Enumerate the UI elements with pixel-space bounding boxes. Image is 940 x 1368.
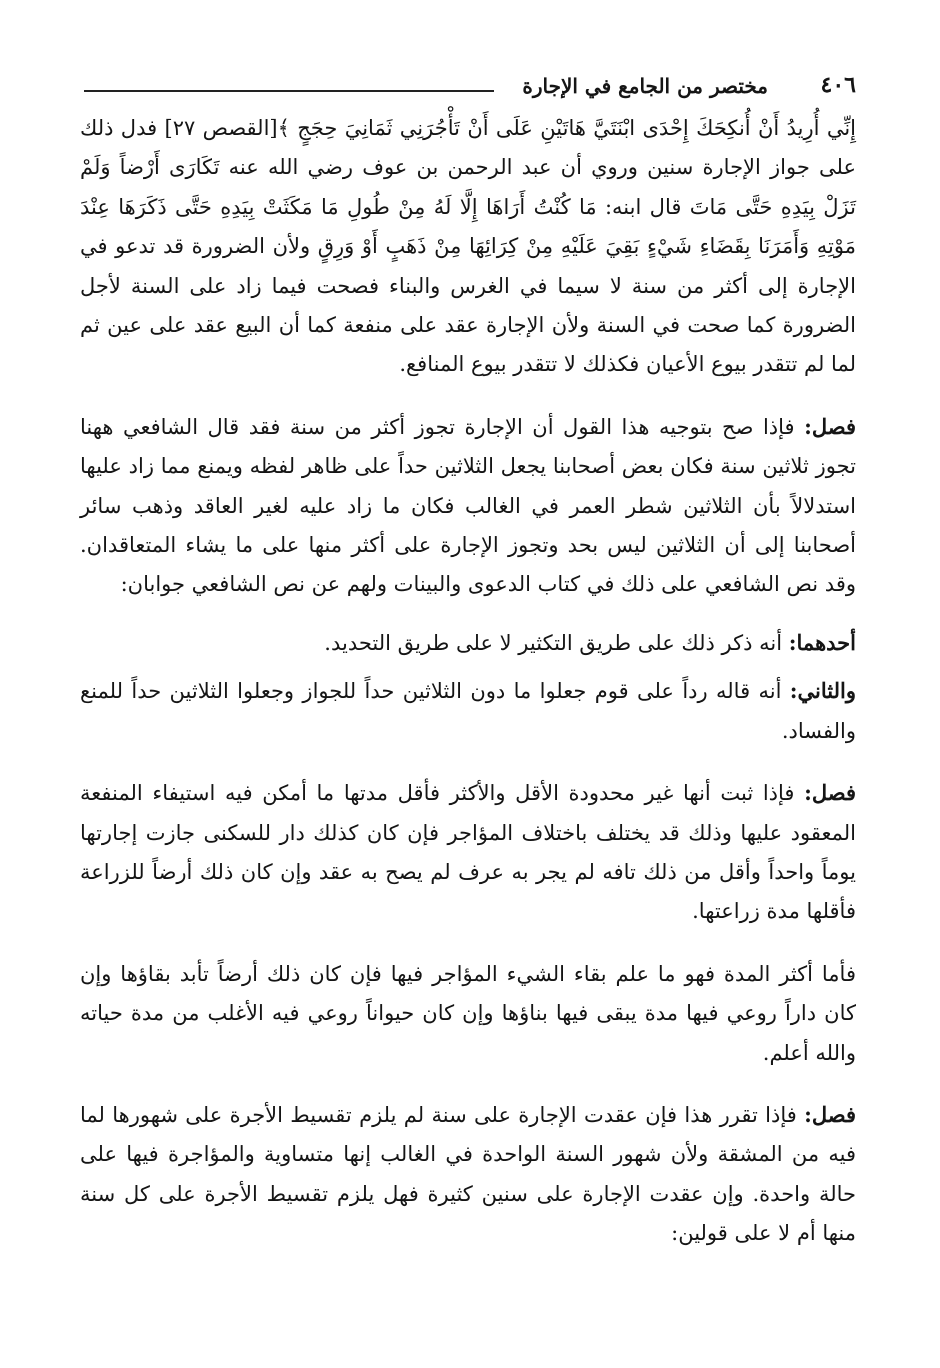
paragraph-lead: فصل: bbox=[804, 413, 856, 439]
paragraph-text: إِنِّي أُرِيدُ أَنْ أُنكِحَكَ إِحْدَى ابْنَتَيَّ هَاتَيْنِ عَلَى أَنْ تَأْجُرَنِي ثَمَانِيَ حِجَجٍ ﴾[القصص ٢٧] فدل ذلك على جواز الإجارة سنين وروي أن عبد الرحمن بن عوف رضي الله عنه تَكَارَى أَرْضاً وَلَمْ تَزَلْ بِيَدِهِ حَتَّى مَاتَ قال ابنه: مَا كُنْتُ أَرَاهَا إِلَّا لَهُ مِنْ طُولِ مَا مَكَثَتْ بِيَدِهِ حَتَّى ذَكَرَهَا عِنْدَ مَوْتِهِ وَأَمَرَنَا بِقَضَاءِ شَيْءٍ بَقِيَ عَلَيْهِ مِنْ كِرَائِهَا مِنْ ذَهَبٍ أَوْ وَرِقٍ ولأن الضرورة قد تدعو في الإجارة إلى أكثر من سنة لا سيما في الغرس والبناء فصحت فيما زاد على السنة لأجل الضرورة كما صحت في السنة ولأن الإجارة عقد على منفعة كما أن البيع عقد على عين ثم لما لم تتقدر بيوع الأعيان فكذلك لا تتقدر بيوع المنافع. bbox=[80, 116, 857, 377]
paragraph-lead: والثاني: bbox=[789, 678, 856, 704]
paragraph-text: أنه ذكر ذلك على طريق التكثير لا على طريق التحديد. bbox=[324, 630, 783, 655]
paragraph-lead: فصل: bbox=[804, 780, 856, 806]
paragraph-fasl-installments bbox=[80, 1095, 856, 1254]
paragraph-first-answer bbox=[80, 623, 856, 663]
paragraph-text: أنه قاله رداً على قوم جعلوا ما دون الثلاثين حداً للجواز وجعلوا الثلاثين حداً للمنع والفساد. bbox=[80, 679, 856, 743]
paragraph-text: فأما أكثر المدة فهو ما علم بقاء الشيء المؤاجر فيها فإن كان ذلك أرضاً تأبد بقاؤها وإن كان داراً روعي فيها مدة يبقى فيها بناؤها وإن كان حيواناً روعي فيه الأغلب من مدة حياته والله أعلم. bbox=[80, 961, 856, 1065]
paragraph-text: فإذا ثبت أنها غير محدودة الأقل والأكثر فأقل مدتها ما أمكن فيه استيفاء المنفعة المعقود عليها وذلك قد يختلف باختلاف المؤاجر فإن كان كذلك دار للسكنى جازت إجارتها يوماً واحداً وأقل من ذلك تافه لم يجر به عرف لم يصح به عقد وإن كان ذلك أرضاً للزراعة فأقلها مدة زراعتها. bbox=[80, 781, 856, 924]
page-body bbox=[80, 108, 856, 1254]
paragraph-fasl-minimum bbox=[80, 773, 856, 932]
running-title: مختصر من الجامع في الإجارة bbox=[522, 74, 768, 98]
paragraph-lead: أحدهما: bbox=[788, 629, 856, 655]
paragraph-maximum bbox=[80, 954, 856, 1073]
paragraph-lead: فصل: bbox=[804, 1101, 856, 1127]
paragraph-quran-evidence bbox=[80, 108, 856, 385]
paragraph-text: فإذا تقرر هذا فإن عقدت الإجارة على سنة لم يلزم تقسيط الأجرة على شهورها لما فيه من المشقة ولأن شهور السنة الواحدة في الغالب إنها متساوية والمؤاجرة فيها على حالة واحدة. وإن عقدت الإجارة على سنين كثيرة فهل يلزم تقسيط الأجرة على كل سنة منها أم لا على قولين: bbox=[80, 1102, 856, 1246]
page-number: ٤٠٦ bbox=[820, 72, 856, 98]
paragraph-fasl-thirty-years bbox=[80, 407, 856, 605]
paragraph-second-answer bbox=[80, 671, 856, 751]
header-rule bbox=[84, 90, 494, 92]
paragraph-text: فإذا صح بتوجيه هذا القول أن الإجارة تجوز أكثر من سنة فقد قال الشافعي ههنا تجوز ثلاثين سنة فكان بعض أصحابنا يجعل الثلاثين حداً على ظاهر لفظه ويمنع مما زاد عليها استدلالاً بأن الثلاثين شطر العمر في الغالب فكان ما زاد عليه لغير العاقد وذهب سائر أصحابنا إلى أن الثلاثين ليس بحد وتجوز الإجارة على أكثر منها على ما يشاء المتعاقدان. وقد نص الشافعي على ذلك في كتاب الدعوى والبينات ولهم عن نص الشافعي جوابان: bbox=[80, 414, 856, 597]
page-header bbox=[80, 64, 856, 108]
